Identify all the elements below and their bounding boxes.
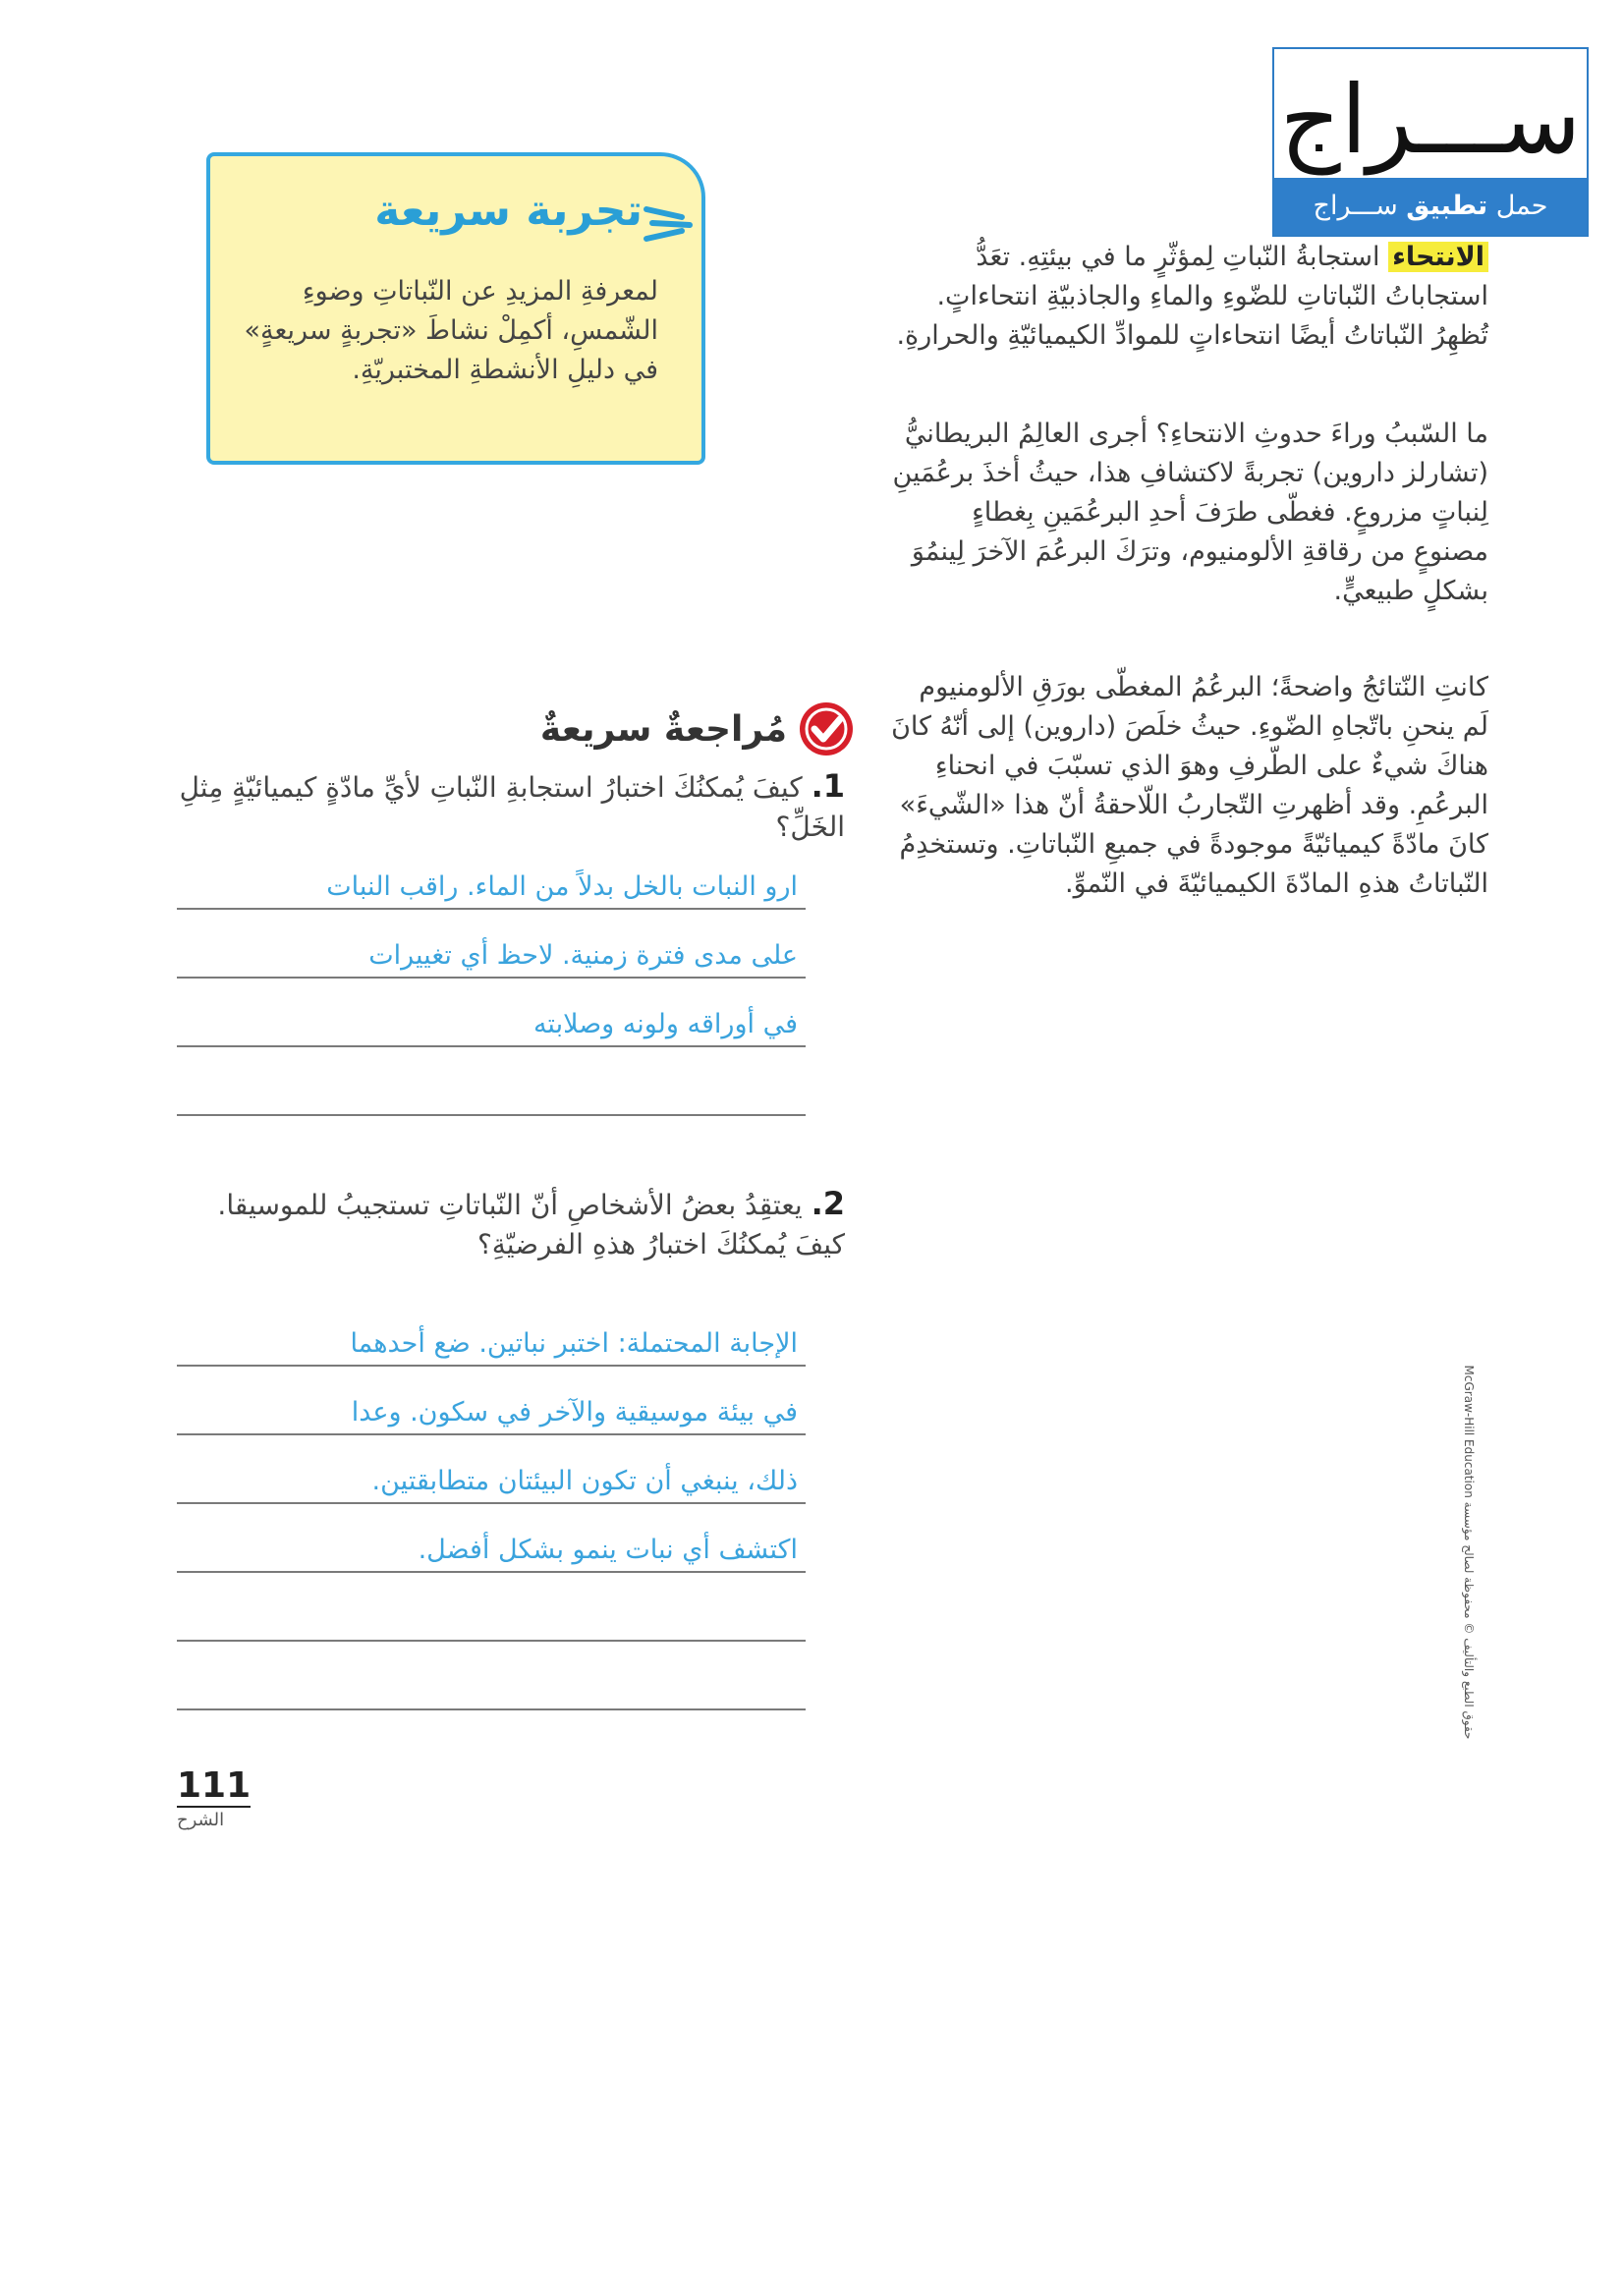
paragraph-tropism-definition [889,238,1488,356]
quick-experiment-title: تجربة سريعة [374,186,643,236]
logo-wordmark: ســـراج [1279,65,1582,175]
answer-1-line-1[interactable]: ارو النبات بالخل بدلاً من الماء. راقب النبات [177,865,806,910]
quick-experiment-box [206,152,705,465]
logo-tagline[interactable] [1274,178,1587,235]
answer-1-line-4[interactable] [177,1071,806,1116]
answer-2-line-6[interactable] [177,1665,806,1710]
paragraph-results: كانتِ النّتائجُ واضحةً؛ البرعُمُ المغطّى بورَقِ الألومنيوم لَم ينحنِ باتّجاهِ الضّوءِ. حيثُ خلَصَ (داروين) إلى أنّهُ كانَ هناكَ شيءٌ على الطّرفِ وهوَ الذي تسبّبَ في انحناءِ البرعُمِ. وقد أظهرتِ التّجاربُ اللّاحقةُ أنّ هذا «الشّيءَ» كانَ مادّةً كيميائيّةً موجودةً في جميعِ النّباتاتِ. وتستخدِمُ النّباتاتُ هذهِ المادّةَ الكيميائيّةَ في النّموِّ. [891,672,1488,899]
tropism-term: الانتحاء [1388,242,1488,272]
paragraph-darwin-experiment: ما السّببُ وراءَ حدوثِ الانتحاءِ؟ أجرى العالِمُ البريطانيُّ (تشارلز داروين) تجربةً لاكتشافِ هذا، حيثُ أخذَ برعُمَينِ لِنباتٍ مزروعٍ. فغطّى طرَفَ أحدِ البرعُمَينِ بِغطاءٍ مصنوعٍ من رقاقةِ الألومنيوم، وترَكَ البرعُمَ الآخرَ لِينمُوَ بشكلٍ طبيعيٍّ. [892,419,1488,606]
page-number-block [177,1766,251,1833]
answer-1-line-3[interactable]: في أوراقه ولونه وصلابته [177,1002,806,1047]
quick-review-header [540,700,856,758]
page-section-label: الشرح [177,1810,225,1830]
copyright-text: حقوق الطبع والتأليف © محفوظة لصالح مؤسسة McGraw-Hill Education [1462,1365,1476,1740]
answer-2-line-4[interactable]: اكتشف أي نبات ينمو بشكل أفضل. [177,1528,806,1573]
logo-tagline-prefix: حمل [1495,191,1548,221]
question-2-number: 2. [811,1185,845,1222]
question-2 [177,1184,845,1264]
copyright-notice [1454,1326,1484,1778]
checkmark-icon [797,700,856,758]
quick-experiment-text: لمعرفةِ المزيدِ عن النّباتاتِ وضوءِ الشّمسِ، أكمِلْ نشاطَ «تجربةٍ سريعةٍ» في دليلِ الأنشطةِ المختبريّةِ. [244,276,658,385]
question-1 [177,766,845,847]
question-1-number: 1. [811,767,845,805]
quick-review-title: مُراجعةٌ سريعةٌ [539,708,787,750]
answer-2-line-1[interactable]: الإجابة المحتملة: اختبر نباتين. ضع أحدهما [177,1321,806,1367]
logo-tagline-bold: تطبيق [1406,191,1488,221]
logo-tagline-suffix: ســـراج [1313,191,1398,221]
answer-1-line-2[interactable]: على مدى فترة زمنية. لاحظ أي تغييرات [177,933,806,979]
answer-2-line-2[interactable]: في بيئة موسيقية والآخر في سكون. وعدا [177,1390,806,1435]
speed-lines-icon [643,203,700,245]
sirаj-logo[interactable] [1272,47,1589,237]
question-2-text: يعتقِدُ بعضُ الأشخاصِ أنّ النّباتاتِ تستجيبُ للموسيقا. كيفَ يُمكنُكَ اختبارُ هذهِ الفرضيّةِ؟ [217,1189,845,1260]
tropism-definition-text: استجابةُ النّباتِ لِمؤثّرٍ ما في بيئتِهِ. تعَدُّ استجاباتُ النّباتاتِ للضّوءِ والماءِ والجاذبيّةِ انتحاءاتٍ. تُظهِرُ النّباتاتُ أيضًا انتحاءاتٍ للموادِّ الكيميائيّةِ والحرارةِ. [896,242,1488,351]
question-1-text: كيفَ يُمكنُكَ اختبارُ استجابةِ النّباتِ لأيِّ مادّةٍ كيميائيّةٍ مِثلِ الخَلِّ؟ [179,771,845,843]
answer-2-line-5[interactable] [177,1596,806,1642]
answer-2-line-3[interactable]: ذلك، ينبغي أن تكون البيئتان متطابقتين. [177,1459,806,1504]
page-number: 111 [177,1765,252,1806]
